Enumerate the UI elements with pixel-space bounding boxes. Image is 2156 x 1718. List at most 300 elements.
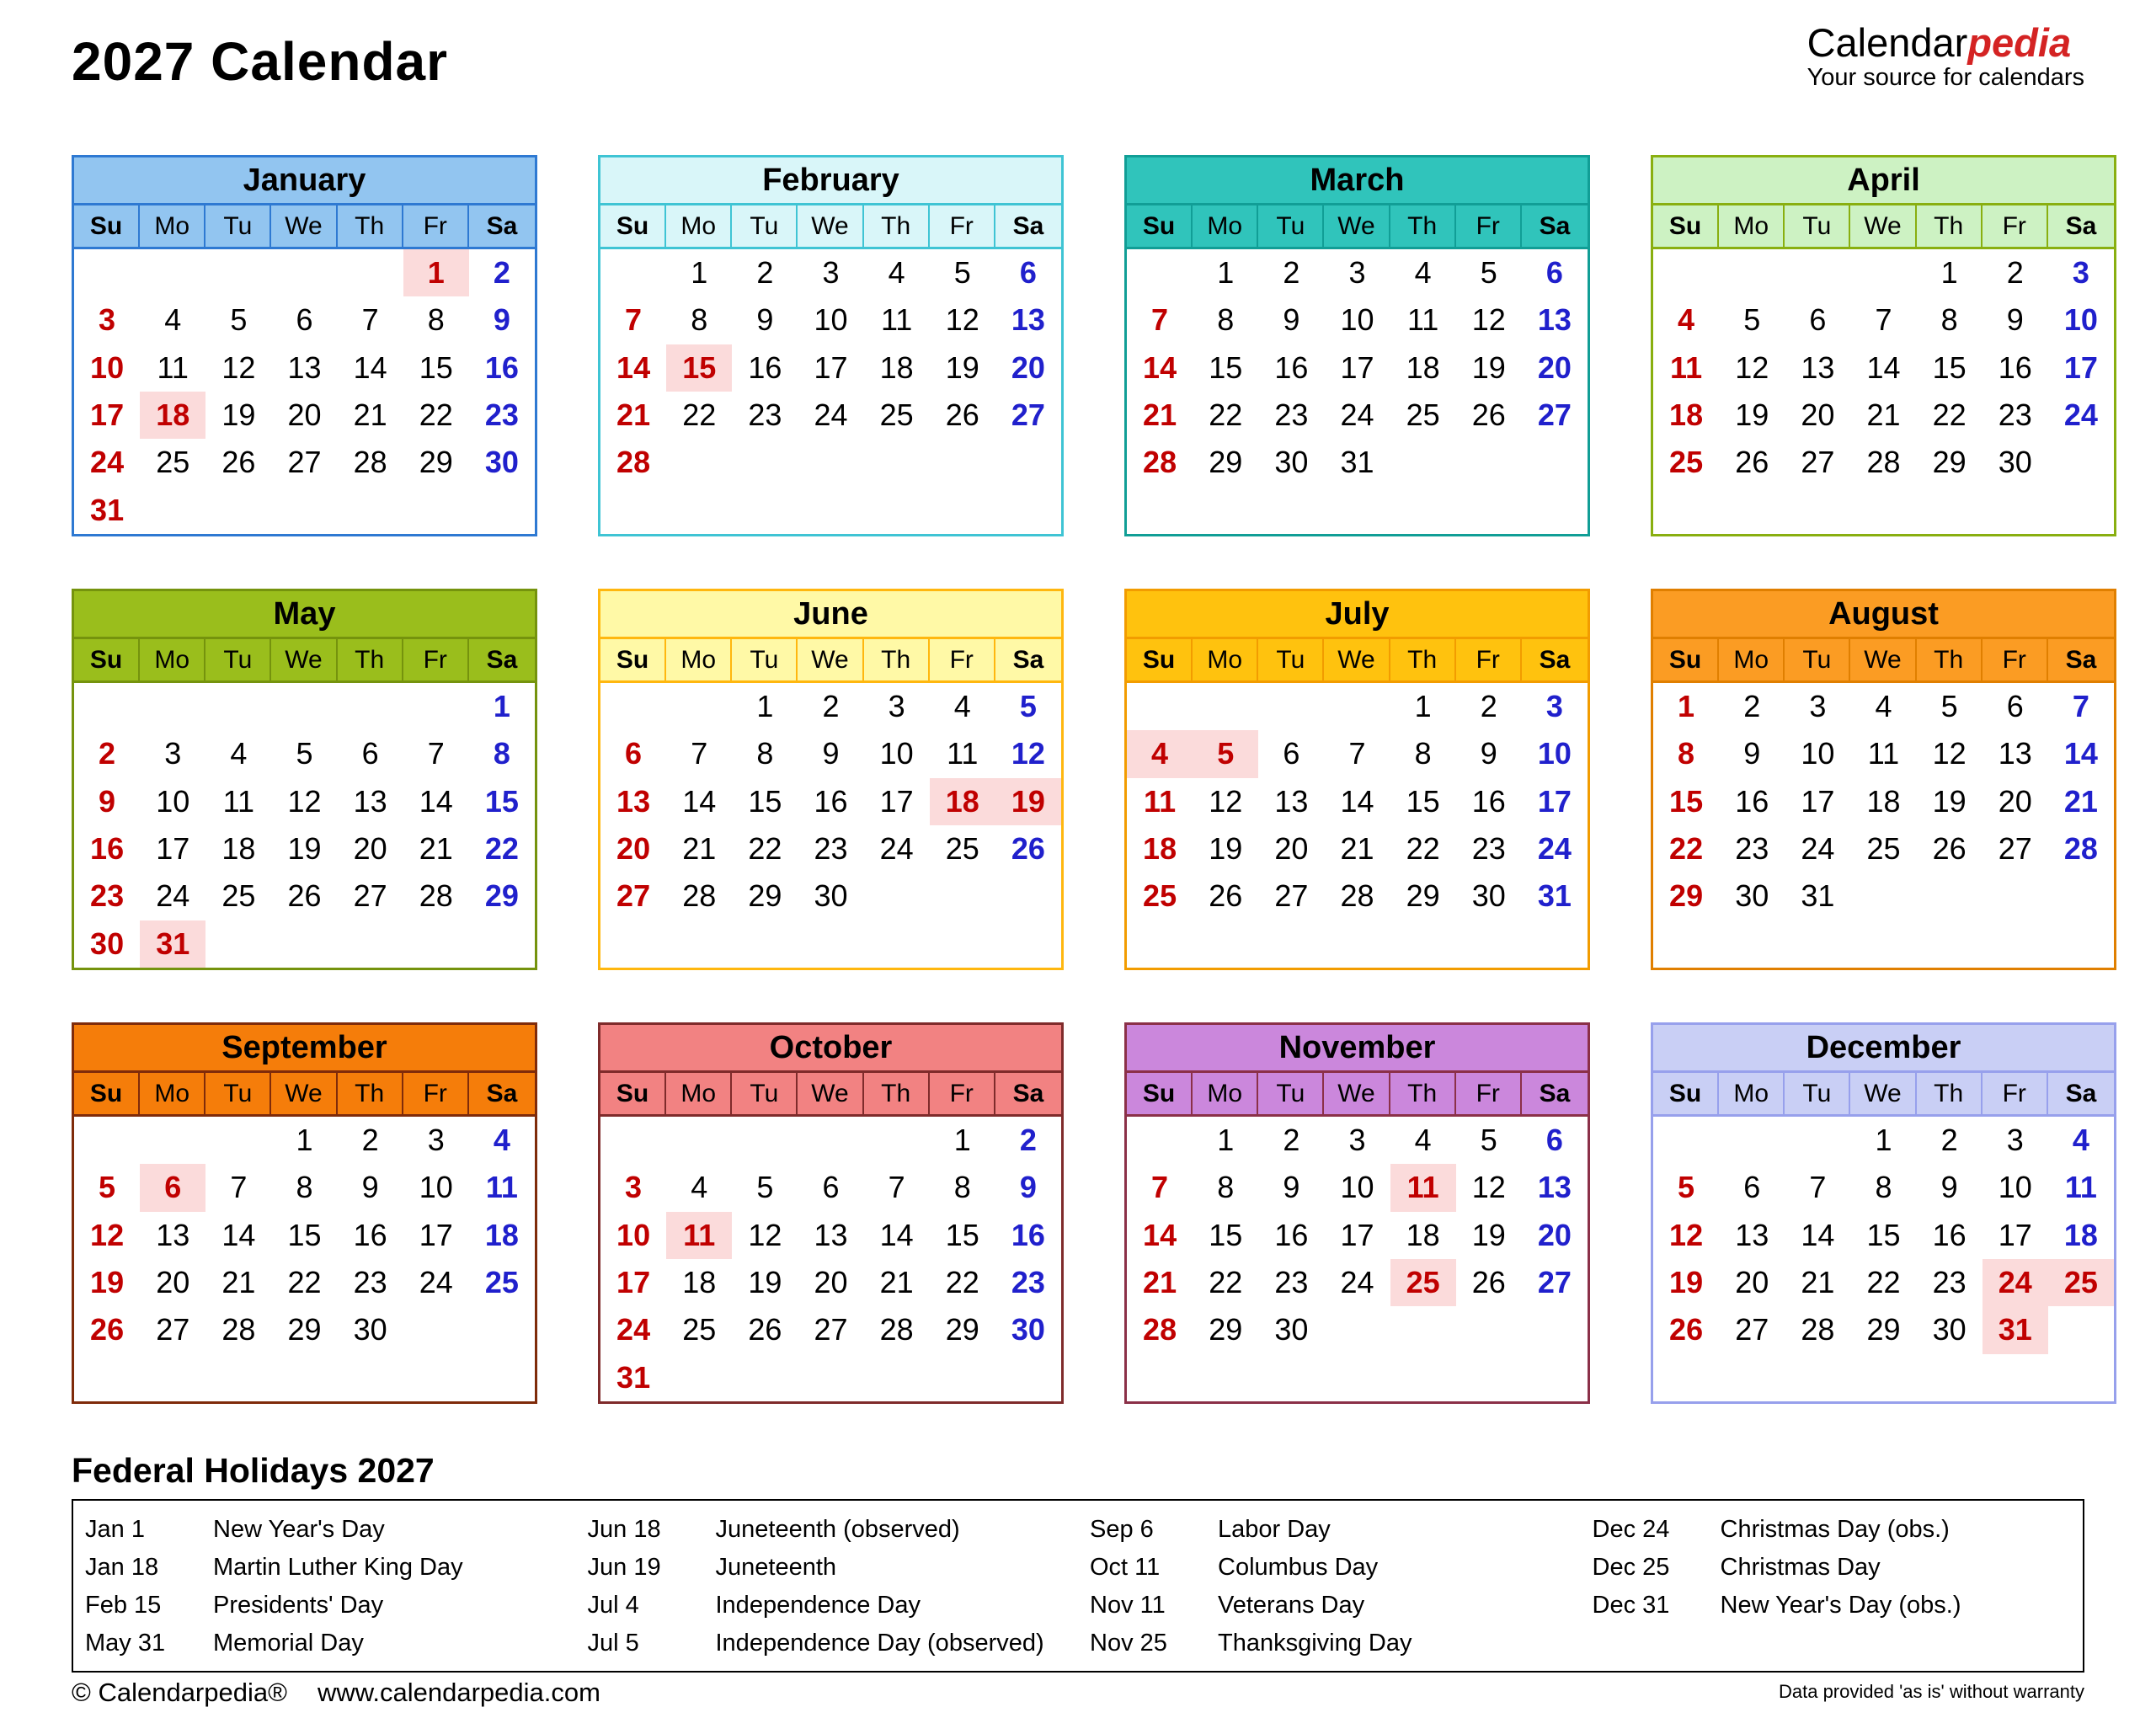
empty-day-cell — [1653, 1117, 1719, 1164]
day-cell: 27 — [353, 878, 387, 914]
day-cell: 20 — [287, 397, 322, 433]
day-cell: 21 — [2063, 783, 2098, 819]
empty-day-cell — [798, 920, 863, 968]
empty-day-cell — [2048, 1306, 2114, 1353]
month-days — [1127, 1117, 1588, 1401]
copyright-text: © Calendarpedia® — [72, 1678, 287, 1707]
month-title: October — [600, 1025, 1061, 1073]
empty-day-cell — [1456, 920, 1522, 968]
day-cell: 4 — [888, 255, 905, 291]
day-cell: 1 — [1217, 1123, 1235, 1158]
day-cell: 9 — [1283, 302, 1300, 338]
holiday-name: Independence Day — [715, 1592, 921, 1619]
weekday-label-we: We — [271, 1073, 337, 1114]
empty-day-cell — [864, 439, 930, 486]
weekday-label-sa: Sa — [486, 1080, 518, 1107]
holiday-row — [1581, 1549, 2084, 1587]
empty-day-cell — [798, 1354, 863, 1401]
day-cell: 27 — [1537, 397, 1572, 433]
week-row — [74, 439, 535, 486]
day-cell: 23 — [1274, 397, 1309, 433]
empty-day-cell — [2048, 920, 2114, 968]
empty-day-cell — [1719, 1354, 1785, 1401]
week-row — [74, 1212, 535, 1259]
weekday-label-fr: Fr — [403, 639, 469, 680]
month-june — [598, 589, 1064, 970]
month-title: March — [1127, 157, 1588, 205]
day-cell: 19 — [221, 397, 256, 433]
day-cell: 5 — [99, 1170, 116, 1205]
weekday-label-fr: Fr — [930, 639, 995, 680]
day-cell: 10 — [156, 783, 190, 819]
day-cell: 26 — [1471, 397, 1506, 433]
day-cell: 19 — [748, 1265, 782, 1300]
week-row — [1653, 296, 2114, 344]
day-cell: 23 — [748, 397, 782, 433]
day-cell: 5 — [296, 736, 313, 771]
day-cell: 22 — [748, 831, 782, 867]
empty-day-cell — [403, 1306, 469, 1353]
day-cell: 15 — [1406, 783, 1440, 819]
day-cell: 3 — [164, 736, 182, 771]
empty-day-cell — [1193, 683, 1258, 730]
day-cell: 23 — [353, 1265, 387, 1300]
weekday-label-th: Th — [864, 205, 930, 247]
month-title: July — [1127, 591, 1588, 639]
empty-day-cell — [205, 487, 271, 534]
week-row — [1127, 392, 1588, 439]
empty-day-cell — [205, 920, 271, 968]
week-row — [74, 872, 535, 920]
day-cell: 10 — [814, 302, 848, 338]
day-cell: 25 — [945, 831, 979, 867]
day-cell: 24 — [419, 1265, 453, 1300]
day-cell: 16 — [1735, 783, 1769, 819]
day-cell: 24 — [616, 1312, 651, 1347]
day-cell: 9 — [493, 302, 510, 338]
weekday-label-mo: Mo — [1719, 639, 1785, 680]
day-cell: 13 — [1998, 736, 2032, 771]
empty-day-cell — [1324, 683, 1390, 730]
day-cell: 8 — [1940, 302, 1958, 338]
weekday-label-fr: Fr — [1456, 205, 1522, 247]
weekday-label-th: Th — [1917, 639, 1983, 680]
day-cell: 22 — [1669, 831, 1704, 867]
disclaimer-text: Data provided 'as is' without warranty — [1778, 1681, 2084, 1702]
empty-day-cell — [1917, 920, 1983, 968]
weekday-label-su: Su — [1127, 1073, 1193, 1114]
footer-copyright-line — [72, 1678, 600, 1708]
weekday-label-su: Su — [1127, 639, 1193, 680]
empty-day-cell — [1258, 487, 1324, 534]
day-cell: 1 — [953, 1123, 971, 1158]
empty-day-cell — [1522, 1354, 1588, 1401]
empty-day-cell — [271, 920, 337, 968]
week-row — [74, 1117, 535, 1164]
week-row — [1127, 825, 1588, 872]
empty-day-cell — [1258, 920, 1324, 968]
day-cell: 2 — [99, 736, 116, 771]
day-cell: 2 — [2006, 255, 2024, 291]
day-cell: 14 — [1801, 1217, 1835, 1252]
day-cell: 22 — [1209, 1265, 1243, 1300]
day-cell: 13 — [1801, 349, 1835, 385]
empty-day-cell — [1719, 249, 1785, 296]
weekday-label-sa: Sa — [1012, 212, 1044, 240]
day-cell: 19 — [995, 778, 1061, 825]
empty-day-cell — [732, 439, 798, 486]
weekday-label-we: We — [1850, 1073, 1916, 1114]
empty-day-cell — [1193, 920, 1258, 968]
day-cell: 13 — [353, 783, 387, 819]
weekday-label-th: Th — [1390, 639, 1456, 680]
empty-day-cell — [338, 920, 403, 968]
day-cell: 13 — [616, 783, 651, 819]
day-cell: 23 — [814, 831, 848, 867]
day-cell: 6 — [361, 736, 379, 771]
month-title: August — [1653, 591, 2114, 639]
day-cell: 19 — [1471, 1217, 1506, 1252]
brand-tagline: Your source for calendars — [1806, 64, 2084, 91]
week-row — [600, 439, 1061, 486]
empty-day-cell — [995, 1354, 1061, 1401]
week-row — [600, 1259, 1061, 1306]
holiday-row — [73, 1625, 576, 1662]
day-cell: 14 — [419, 783, 453, 819]
day-cell: 5 — [1480, 1123, 1497, 1158]
day-cell: 22 — [1209, 397, 1243, 433]
empty-day-cell — [1193, 487, 1258, 534]
empty-day-cell — [1983, 1354, 2048, 1401]
day-cell: 23 — [1011, 1265, 1045, 1300]
day-cell: 7 — [1151, 302, 1169, 338]
day-cell: 12 — [1209, 783, 1243, 819]
weekday-label-tu: Tu — [205, 205, 271, 247]
week-row — [74, 1306, 535, 1353]
day-cell: 25 — [1669, 445, 1704, 480]
day-cell: 1 — [1414, 689, 1432, 724]
day-cell: 12 — [287, 783, 322, 819]
day-cell: 11 — [1670, 349, 1703, 385]
weekday-header-row — [74, 205, 535, 249]
day-cell: 24 — [90, 445, 125, 480]
day-cell: 25 — [682, 1312, 717, 1347]
empty-day-cell — [1390, 439, 1456, 486]
empty-day-cell — [338, 249, 403, 296]
day-cell: 22 — [484, 831, 519, 867]
empty-day-cell — [1522, 487, 1588, 534]
month-march — [1124, 155, 1590, 536]
holiday-name: Christmas Day — [1720, 1554, 1881, 1581]
day-cell: 10 — [1340, 1170, 1374, 1205]
day-cell: 10 — [1340, 302, 1374, 338]
weekday-header-row — [74, 1073, 535, 1117]
day-cell: 7 — [625, 302, 643, 338]
day-cell: 25 — [156, 445, 190, 480]
day-cell: 20 — [1735, 1265, 1769, 1300]
holiday-row — [1078, 1549, 1581, 1587]
day-cell: 16 — [1274, 349, 1309, 385]
empty-day-cell — [1522, 439, 1588, 486]
day-cell: 24 — [814, 397, 848, 433]
day-cell: 28 — [1143, 1312, 1177, 1347]
day-cell: 27 — [287, 445, 322, 480]
day-cell: 15 — [484, 783, 519, 819]
day-cell: 9 — [1283, 1170, 1300, 1205]
week-row — [1653, 1306, 2114, 1353]
day-cell: 28 — [419, 878, 453, 914]
day-cell: 14 — [1143, 1217, 1177, 1252]
empty-day-cell — [600, 487, 666, 534]
week-row — [1127, 1354, 1588, 1401]
empty-day-cell — [1324, 1354, 1390, 1401]
month-april — [1651, 155, 2116, 536]
day-cell: 20 — [814, 1265, 848, 1300]
month-days — [1653, 249, 2114, 534]
empty-day-cell — [732, 487, 798, 534]
day-cell: 11 — [947, 736, 979, 771]
day-cell: 15 — [287, 1217, 322, 1252]
weekday-header-row — [1127, 639, 1588, 683]
day-cell: 6 — [1545, 1123, 1563, 1158]
empty-day-cell — [469, 487, 535, 534]
month-days — [600, 683, 1061, 968]
day-cell: 20 — [616, 831, 651, 867]
day-cell: 20 — [1537, 349, 1572, 385]
week-row — [600, 825, 1061, 872]
weekday-label-su: Su — [1653, 205, 1719, 247]
month-days — [1653, 1117, 2114, 1401]
day-cell: 7 — [1348, 736, 1366, 771]
day-cell: 22 — [287, 1265, 322, 1300]
week-row — [1127, 730, 1588, 777]
weekday-label-su: Su — [600, 1073, 666, 1114]
weekday-label-th: Th — [1917, 205, 1983, 247]
empty-day-cell — [271, 487, 337, 534]
day-cell: 9 — [2006, 302, 2024, 338]
day-cell: 19 — [1209, 831, 1243, 867]
day-cell: 3 — [1348, 1123, 1366, 1158]
day-cell: 15 — [748, 783, 782, 819]
empty-day-cell — [1850, 249, 1916, 296]
day-cell: 16 — [353, 1217, 387, 1252]
day-cell: 27 — [1537, 1265, 1572, 1300]
weekday-label-tu: Tu — [732, 639, 798, 680]
week-row — [600, 1117, 1061, 1164]
empty-day-cell — [74, 1117, 140, 1164]
day-cell: 16 — [748, 349, 782, 385]
holiday-name: New Year's Day (obs.) — [1720, 1592, 1961, 1619]
empty-day-cell — [1785, 487, 1850, 534]
empty-day-cell — [666, 439, 732, 486]
empty-day-cell — [140, 487, 205, 534]
day-cell: 12 — [1735, 349, 1769, 385]
day-cell: 17 — [2063, 349, 2098, 385]
holiday-date: May 31 — [85, 1630, 166, 1657]
day-cell: 6 — [140, 1164, 205, 1211]
month-title: November — [1127, 1025, 1588, 1073]
empty-day-cell — [732, 920, 798, 968]
day-cell: 19 — [1735, 397, 1769, 433]
week-row — [1653, 439, 2114, 486]
weekday-label-tu: Tu — [732, 1073, 798, 1114]
holiday-name: Martin Luther King Day — [213, 1554, 463, 1581]
day-cell: 7 — [691, 736, 708, 771]
day-cell: 31 — [140, 920, 205, 968]
month-days — [1127, 683, 1588, 968]
day-cell: 21 — [1340, 831, 1374, 867]
day-cell: 3 — [2006, 1123, 2024, 1158]
empty-day-cell — [1193, 1354, 1258, 1401]
holiday-column — [1581, 1511, 2084, 1662]
day-cell: 10 — [1998, 1170, 2032, 1205]
day-cell: 19 — [1932, 783, 1967, 819]
day-cell: 22 — [1932, 397, 1967, 433]
day-cell: 4 — [1875, 689, 1892, 724]
day-cell: 17 — [156, 831, 190, 867]
empty-day-cell — [995, 920, 1061, 968]
day-cell: 6 — [625, 736, 643, 771]
weekday-label-we: We — [1324, 1073, 1390, 1114]
day-cell: 25 — [1866, 831, 1901, 867]
day-cell: 22 — [682, 397, 717, 433]
day-cell: 5 — [1480, 255, 1497, 291]
day-cell: 6 — [1019, 255, 1037, 291]
empty-day-cell — [271, 249, 337, 296]
day-cell: 21 — [1801, 1265, 1835, 1300]
month-february — [598, 155, 1064, 536]
weekday-header-row — [600, 205, 1061, 249]
day-cell: 24 — [1801, 831, 1835, 867]
day-cell: 30 — [1274, 445, 1309, 480]
empty-day-cell — [1127, 920, 1193, 968]
day-cell: 2 — [1480, 689, 1497, 724]
day-cell: 6 — [2006, 689, 2024, 724]
federal-holidays-heading: Federal Holidays 2027 — [72, 1451, 435, 1490]
day-cell: 12 — [945, 302, 979, 338]
empty-day-cell — [995, 487, 1061, 534]
day-cell: 3 — [888, 689, 905, 724]
day-cell: 17 — [1998, 1217, 2032, 1252]
empty-day-cell — [74, 1354, 140, 1401]
day-cell: 10 — [90, 349, 125, 385]
day-cell: 18 — [930, 778, 995, 825]
week-row — [1127, 296, 1588, 344]
day-cell: 22 — [1866, 1265, 1901, 1300]
week-row — [1653, 730, 2114, 777]
day-cell: 17 — [879, 783, 914, 819]
weekday-label-we: We — [798, 1073, 863, 1114]
day-cell: 3 — [1545, 689, 1563, 724]
day-cell: 3 — [822, 255, 840, 291]
month-title: June — [600, 591, 1061, 639]
holiday-column — [576, 1511, 1079, 1662]
empty-day-cell — [1127, 249, 1193, 296]
day-cell: 7 — [2072, 689, 2089, 724]
day-cell: 28 — [682, 878, 717, 914]
day-cell: 17 — [1801, 783, 1835, 819]
weekday-label-th: Th — [338, 205, 403, 247]
month-august — [1651, 589, 2116, 970]
weekday-label-tu: Tu — [205, 639, 271, 680]
holiday-date: Jun 18 — [587, 1516, 661, 1543]
weekday-label-fr: Fr — [930, 1073, 995, 1114]
weekday-label-mo: Mo — [666, 639, 732, 680]
empty-day-cell — [1785, 249, 1850, 296]
day-cell: 6 — [1809, 302, 1827, 338]
week-row — [1127, 1164, 1588, 1211]
month-title: February — [600, 157, 1061, 205]
week-row — [74, 392, 535, 439]
day-cell: 26 — [1735, 445, 1769, 480]
month-days — [600, 1117, 1061, 1401]
month-title: December — [1653, 1025, 2114, 1073]
day-cell: 17 — [616, 1265, 651, 1300]
week-row — [1653, 392, 2114, 439]
day-cell: 2 — [493, 255, 510, 291]
week-row — [74, 1164, 535, 1211]
week-row — [74, 1259, 535, 1306]
day-cell: 18 — [140, 392, 205, 439]
empty-day-cell — [1785, 1117, 1850, 1164]
empty-day-cell — [798, 439, 863, 486]
day-cell: 20 — [156, 1265, 190, 1300]
week-row — [1127, 439, 1588, 486]
weekday-label-we: We — [798, 639, 863, 680]
day-cell: 21 — [1866, 397, 1901, 433]
day-cell: 9 — [361, 1170, 379, 1205]
day-cell: 17 — [1537, 783, 1572, 819]
month-days — [74, 683, 535, 968]
holiday-row — [73, 1549, 576, 1587]
day-cell: 13 — [1011, 302, 1045, 338]
weekday-label-th: Th — [1917, 1073, 1983, 1114]
day-cell: 26 — [1209, 878, 1243, 914]
day-cell: 9 — [99, 783, 116, 819]
day-cell: 2 — [822, 689, 840, 724]
weekday-label-su: Su — [74, 205, 140, 247]
day-cell: 30 — [1274, 1312, 1309, 1347]
day-cell: 12 — [1669, 1217, 1704, 1252]
holiday-date: Dec 31 — [1592, 1592, 1670, 1619]
day-cell: 28 — [1143, 445, 1177, 480]
holiday-date: Nov 25 — [1090, 1630, 1167, 1657]
empty-day-cell — [271, 1354, 337, 1401]
empty-day-cell — [205, 1117, 271, 1164]
empty-day-cell — [600, 249, 666, 296]
holiday-row — [73, 1511, 576, 1549]
day-cell: 20 — [1011, 349, 1045, 385]
week-row — [74, 344, 535, 392]
week-row — [1127, 872, 1588, 920]
empty-day-cell — [2048, 1354, 2114, 1401]
day-cell: 4 — [2072, 1123, 2089, 1158]
day-cell: 21 — [419, 831, 453, 867]
holiday-name: Juneteenth — [715, 1554, 837, 1581]
weekday-label-th: Th — [1390, 205, 1456, 247]
week-row — [74, 825, 535, 872]
empty-day-cell — [1653, 1354, 1719, 1401]
day-cell: 28 — [2063, 831, 2098, 867]
empty-day-cell — [666, 487, 732, 534]
day-cell: 2 — [1283, 1123, 1300, 1158]
week-row — [600, 392, 1061, 439]
week-row — [600, 296, 1061, 344]
months-grid — [72, 155, 2098, 1404]
day-cell: 3 — [625, 1170, 643, 1205]
day-cell: 14 — [682, 783, 717, 819]
day-cell: 14 — [879, 1217, 914, 1252]
